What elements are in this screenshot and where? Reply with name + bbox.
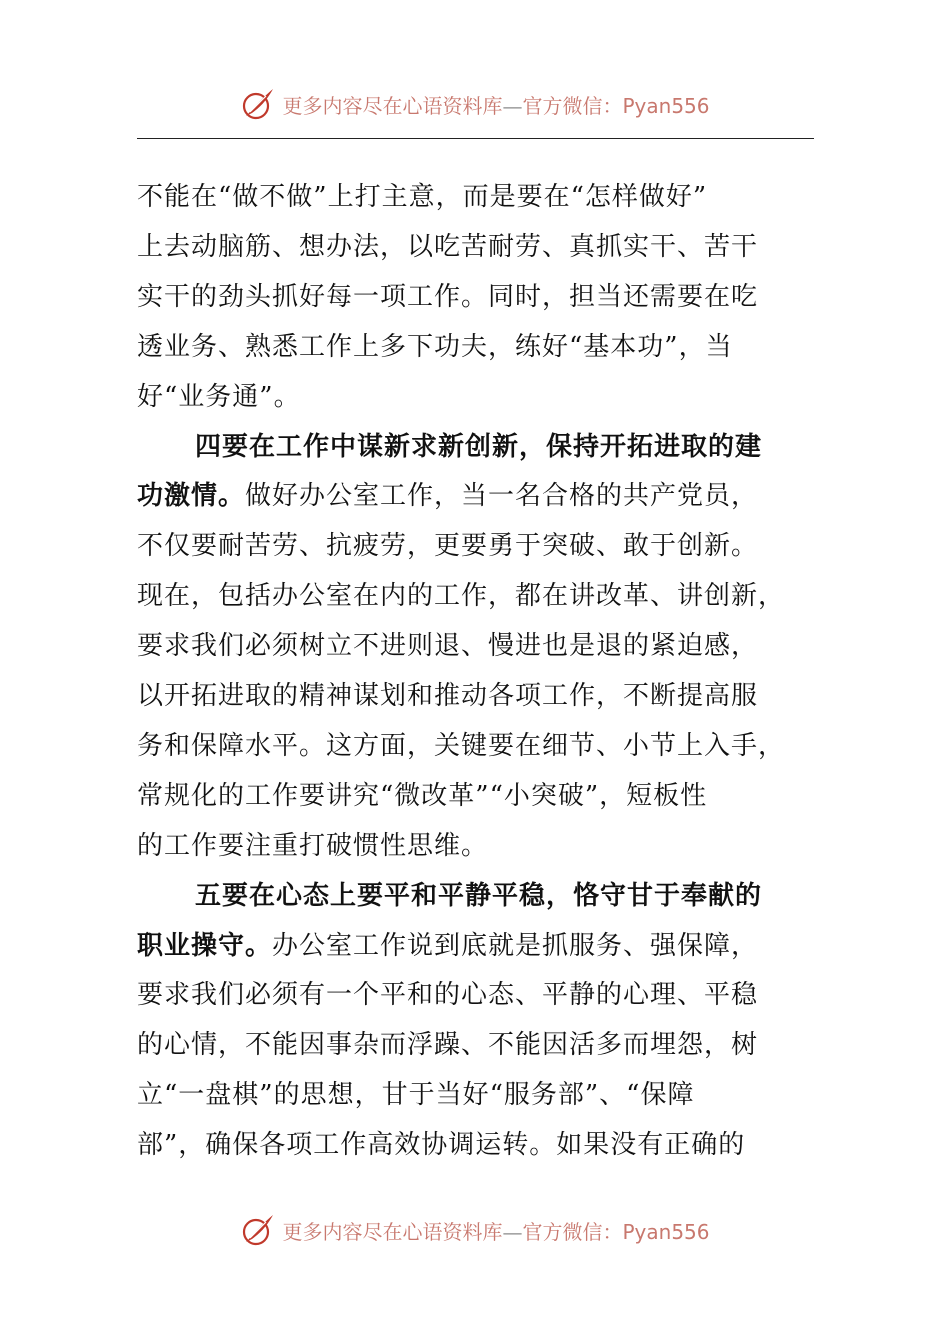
text-line — [137, 372, 301, 422]
bold-lead-text: 功激情。 — [137, 481, 246, 512]
quill-circle-logo-icon — [240, 1212, 276, 1248]
text-line — [137, 721, 785, 771]
text-segment: 透业务、熟悉工作上多下功夫，练好“基本功”，当 — [137, 331, 733, 362]
bold-lead-text: 五要在心态上要平和平静平稳，恪守甘于奉献的 — [195, 880, 763, 911]
text-segment: 办公室工作说到底就是抓服务、强保障， — [272, 930, 759, 961]
banner-wechat-label: 官方微信： — [522, 93, 623, 118]
banner-main-text: 更多内容尽在心语资料库 — [282, 1219, 503, 1244]
text-line — [137, 771, 707, 821]
text-line — [137, 571, 785, 621]
banner-handle: Pyan556 — [622, 1219, 710, 1244]
text-segment: 上去动脑筋、想办法，以吃苦耐劳、真抓实干、苦干 — [137, 231, 759, 262]
text-segment: 要求我们必须树立不进则退、慢进也是退的紧迫感， — [137, 631, 759, 662]
text-line — [137, 671, 758, 721]
text-segment: 好“业务通”。 — [137, 381, 301, 412]
footer-banner — [0, 1210, 950, 1250]
text-line — [137, 521, 758, 571]
text-segment: 以开拓进取的精神谋划和推动各项工作，不断提高服 — [137, 681, 759, 711]
text-line — [195, 871, 762, 921]
banner-text — [282, 1216, 709, 1245]
banner-wechat-label: 官方微信： — [522, 1219, 623, 1244]
text-segment: 不能在“做不做”上打主意，而是要在“怎样做好” — [137, 182, 708, 212]
text-line — [137, 222, 758, 272]
bold-lead-text: 职业操守。 — [137, 930, 273, 961]
text-segment: 的心情，不能因事杂而浮躁、不能因活多而埋怨，树 — [137, 1030, 759, 1061]
bold-lead-text: 四要在工作中谋新求新创新，保持开拓进取的建 — [195, 431, 763, 462]
text-line — [137, 1020, 758, 1070]
text-segment: 实干的劲头抓好每一项工作。同时，担当还需要在吃 — [137, 281, 759, 312]
text-segment: 不仅要耐苦劳、抗疲劳，更要勇于突破、敢于创新。 — [137, 531, 759, 562]
text-segment: 要求我们必须有一个平和的心态、平静的心理、平稳 — [137, 980, 759, 1011]
text-segment: 的工作要注重打破惯性思维。 — [137, 830, 489, 861]
text-line — [137, 970, 758, 1020]
text-line — [137, 322, 733, 372]
text-line — [137, 921, 758, 971]
text-line — [137, 1070, 694, 1120]
text-segment: 部”，确保各项工作高效协调运转。如果没有正确的 — [137, 1130, 746, 1161]
text-segment: 常规化的工作要讲究“微改革”“小突破”，短板性 — [137, 780, 708, 811]
text-line — [137, 621, 758, 671]
banner-handle: Pyan556 — [622, 93, 710, 118]
text-line — [137, 821, 488, 871]
banner-separator: — — [502, 1219, 523, 1244]
text-segment: 务和保障水平。这方面，关键要在细节、小节上入手， — [137, 730, 786, 761]
text-line — [137, 1120, 745, 1170]
text-line — [137, 272, 758, 322]
text-line — [195, 422, 762, 472]
text-line — [137, 172, 707, 222]
banner-separator: — — [502, 93, 523, 118]
text-line — [137, 471, 758, 521]
text-segment: 现在，包括办公室在内的工作，都在讲改革、讲创新， — [137, 581, 786, 612]
text-segment: 立“一盘棋”的思想，甘于当好“服务部”、“保障 — [137, 1080, 695, 1111]
text-segment: 做好办公室工作，当一名合格的共产党员， — [245, 481, 759, 512]
banner-main-text: 更多内容尽在心语资料库 — [282, 93, 503, 118]
